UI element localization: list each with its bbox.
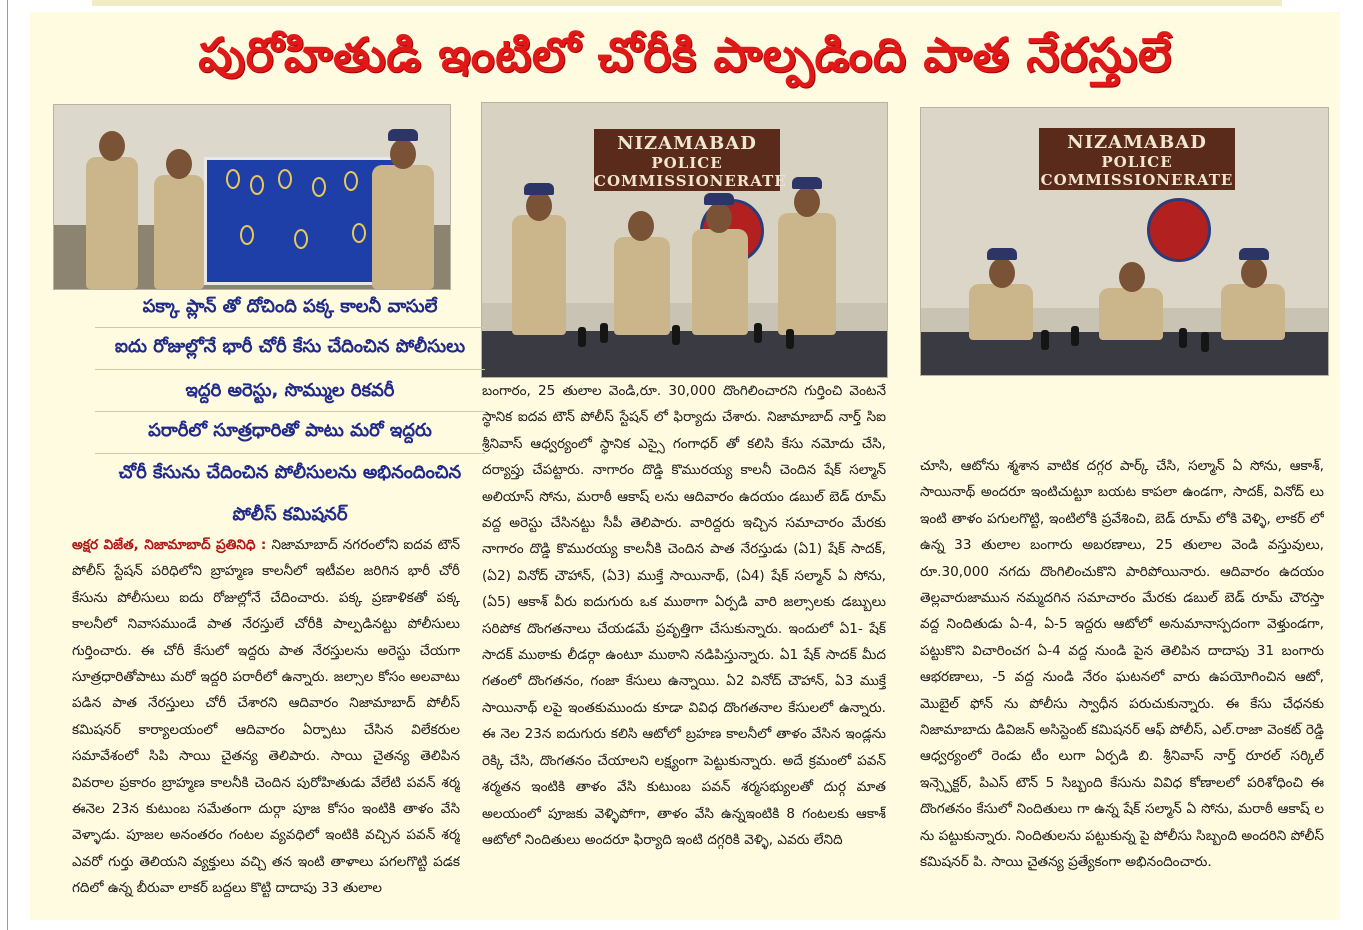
microphone (786, 329, 794, 349)
subhead-divider (95, 453, 485, 454)
article-column-2 (482, 378, 886, 918)
jewellery-item (250, 175, 264, 195)
subhead-2: ఐదు రోజుల్లోనే భారీ చోరీ కేసు చేదించిన పోలీసులు (114, 336, 466, 357)
microphone (754, 323, 762, 343)
commissionerate-sign (594, 129, 787, 191)
officer-head (989, 258, 1015, 288)
microphone (1201, 332, 1209, 352)
officer-cap (987, 248, 1017, 260)
subhead-6: పోలీస్ కమిషనర్ (232, 504, 348, 525)
officer-head (526, 191, 552, 221)
officer-cap (524, 183, 554, 195)
column-1-text: నిజామాబాద్ నగరంలోని ఐదవ టౌన్ పోలీస్ స్టేషన్ పరిధిలోని బ్రాహ్మణ కాలనీలో ఇటీవల జరిగిన భారీ చోరీ కేసును పోలీసులు ఐదు రోజుల్లోనే చేదించారు. పక్క ప్రణాళికతో పక్క కాలనీలో నివాసముండే పాత నేరస్తులే చోరీకి పాల్పడినట్టు పోలీసులు గుర్తించారు. ఈ చోరీ కేసులో ఇద్దరు పాత నేరస్తులను అరెస్టు చేయగా సూత్రధారితోపాటు మరో ఇద్దరి పరారీలో ఉన్నారు. జల్సాల కోసం అలవాటు పడిన పాత నేరస్తులు చోరీ చేశారని ఆదివారం నిజామాబాద్ పోలీస్ కమిషనర్ కార్యాలయంలో ఆదివారం ఏర్పాటు చేసిన విలేకరుల సమావేశంలో సిపి సాయి చైతన్య తెలిపారు. సాయి చైతన్య తెలిపిన వివరాల ప్రకారం బ్రాహ్మణ కాలనీకి చెందిన పురోహితుడు వేలేటి పవన్ శర్మ ఈనెల 23న కుటుంబ సమేతంగా దుర్గా పూజ కోసం ఇంటికి తాళం వేసి వెళ్ళాడు. పూజల అనంతరం గంటల వ్యవధిలో ఇంటికి వచ్చిన పవన్ శర్మ ఎవరో గుర్తు తెలియని వ్యక్తులు వచ్చి తన ఇంటి తాళాలు పగలగొట్టి పడక గదిలో ఉన్న బీరువా లాకర్ బద్దలు కొట్టి దాదాపు 33 తులాల (72, 537, 460, 897)
microphone (1179, 328, 1187, 348)
jewellery-item (240, 225, 254, 245)
column-2-text: బంగారం, 25 తులాల వెండి,రూ. 30,000 దొంగిలించారని గుర్తించి వెంటనే స్థానిక ఐదవ టౌన్ పోలీస్ స్టేషన్ లో ఫిర్యాదు చేశారు. నిజామాబాద్ నార్త్ సిఐ శ్రీనివాస్ ఆధ్వర్యంలో స్థానిక ఎస్సై గంగాధర్ తో కలిసి కేసు నమోదు చేసి, దర్యాప్తు చేపట్టారు. నాగారం దొడ్డి కొమురయ్య కాలనీ చెందిన షేక్ సల్మాన్ అలియాస్ సోను, మరాఠీ ఆకాష్ లను ఆదివారం ఉదయం డబుల్ బెడ్ రూమ్ వద్ద అరెస్టు చేసినట్టు సీపీ తెలిపారు. వారిద్దరు ఇచ్చిన సమాచారం మేరకు నాగారం దొడ్డి కొమురయ్య కాలనీకి చెందిన పాత నేరస్తుడు (ఏ1) షేక్ సాదక్, (ఏ2) వినోద్ చౌహాన్, (ఏ3) ముక్తే సాయినాథ్, (ఏ4) షేక్ సల్మాన్ ఏ సోను, (ఏ5) ఆకాశ్ వీరు ఐదుగురు ఒక ముఠాగా ఏర్పడి వారి జల్సాలకు డబ్బులు సరిపోక దొంగతనాలు చేయడమే ప్రవృత్తిగా చేసుకున్నారు. ఇందులో ఏ1- షేక్ సాదక్ ముఠాకు లీడర్గా ఉంటూ ముఠాని నడిపిస్తున్నారు. ఏ1 షేక్ సాదక్ మీద గతంలో దొంగతనం, గంజా కేసులు ఉన్నాయి. ఏ2 వినోద్ చౌహాన్, ఏ3 ముక్తే సాయినాథ్ లపై ఇంతకుముందు కూడా వివిధ దొంగతనాల కేసులలో ఉన్నారు. ఈ నెల 23న ఐదుగురు కలిసి ఆటోలో బ్రహణ కాలనీలో తాళం వేసిన ఇండ్లను రెక్కి చేసి, దొంగతనం చేయాలని లక్ష్యంగా పెట్టుకున్నారు. అదే క్రమంలో పవన్ శర్మతన ఇంటికి తాళం వేసి కుటుంబ పవన్ శర్మసభ్యులతో దుర్గ మాత అలయంలో పూజకు వెళ్ళిపోగా, తాళం వేసి ఉన్నఇంటికి 8 గంటలకు ఆకాశ్ ఆటోలో నిందితులు అందరూ ఫిర్యాది ఇంటి దగ్గరికి వెళ్ళి, ఎవరు లేనిది (482, 383, 886, 848)
jewellery-item (226, 169, 240, 189)
jewellery-item (344, 171, 358, 191)
sign-line-1: NIZAMABAD (1067, 132, 1207, 153)
newspaper-clipping (30, 12, 1340, 920)
police-emblem (1147, 198, 1211, 262)
article-column-3 (920, 453, 1324, 917)
photo-recovered-jewellery (53, 104, 451, 290)
officer-cap (792, 177, 822, 189)
subhead-1: పక్కా ప్లాన్ తో దోచింది పక్క కాలనీ వాసులే (142, 296, 438, 317)
officer-cap (704, 193, 734, 205)
officer-figure (1221, 284, 1285, 340)
photo-press-meet (920, 107, 1329, 376)
sign-line-1: NIZAMABAD (617, 133, 757, 154)
officer-cap (1239, 248, 1269, 260)
sign-line-2: POLICE COMMISSIONERATE (1040, 153, 1234, 189)
page-edge-line (7, 0, 8, 930)
press-table (482, 331, 887, 377)
commissionerate-sign (1039, 128, 1235, 190)
subhead-divider (95, 327, 485, 328)
microphone (1041, 330, 1049, 350)
subhead-divider (95, 411, 485, 412)
photo-commissionerate-handover (481, 102, 888, 378)
officer-head (99, 131, 125, 161)
officer-head (794, 187, 820, 217)
jewellery-item (294, 229, 308, 249)
officer-figure (1099, 288, 1163, 340)
officer-figure (154, 175, 204, 289)
officer-figure (969, 284, 1033, 340)
column-3-text: చూసి, ఆటోను శ్మశాన వాటిక దగ్గర పార్క్ చేసి, సల్మాన్ ఏ సోను, ఆకాశ్, సాయినాథ్ అందరూ ఇంటిచుట్టూ బయట కాపలా ఉండగా, సాదక్, వినోద్ లు ఇంటి తాళం పగులగొట్టి, ఇంటిలోకి ప్రవేశించి, బెడ్ రూమ్ లోకి వెళ్ళి, లాకర్ లో ఉన్న 33 తులాల బంగారు అబరణాలు, 25 తులాల వెండి వస్తువులు, రూ.30,000 నగదు దొంగిలించుకొని పారిపోయినారు. ఆదివారం ఉదయం తెల్లవారుజామున నమ్మదగిన సమాచారం మేరకు డబుల్ బెడ్ రూమ్ చౌరస్తా వద్ద నిందితుడు ఏ-4, ఏ-5 ఇద్దరు ఆటోలో అనుమానాస్పదంగా వెళ్తుండగా, పట్టుకొని విచారించగ ఏ-4 వద్ద నుండి పైన తెలిపిన దాదాపు 31 బంగారు ఆభరణాలు, -5 వద్ద నుండి నేరం ఘటనలో వారు ఉపయోగించిన ఆటో, మొబైల్ ఫోన్ ను పోలీసు స్వాధీన పరుచుకున్నారు. ఈ కేసు చేధనకు నిజామాబాదు డివిజన్ అసిస్టెంట్ కమిషనర్ ఆఫ్ పోలీస్, ఎల్.రాజా వెంకట్ రెడ్డి ఆధ్వర్యంలో రెండు టీం లుగా ఏర్పడి బి. శ్రీనివాస్ నార్త్ రూరల్ సర్కిల్ ఇన్స్పెక్టర్, పిఎస్ టౌన్ 5 సిబ్బంది కేసును వివిధ కోణాలలో పరిశోధించి ఈ దొంగతనం కేసులో నిందితులు గా ఉన్న షేక్ సల్మాన్ ఏ సోను, మరాఠీ ఆకాష్ ల ను పట్టుకున్నారు. నిందితులను పట్టుకున్న పై పోలీసు సిబ్బంది అందరిని పోలీస్ కమిషనర్ పి. సాయి చైతన్య ప్రత్యేకంగా అభినందించారు. (920, 458, 1324, 871)
jewellery-item (278, 169, 292, 189)
microphone (1071, 326, 1079, 346)
subhead-5: చోరీ కేసును చేదించిన పోలీసులను అభినందించిన (118, 462, 462, 483)
jewellery-item (312, 177, 326, 197)
subhead-divider (95, 369, 485, 370)
officer-figure (614, 237, 670, 335)
sign-line-2: POLICE COMMISSIONERATE (594, 154, 787, 190)
officer-cap (388, 129, 418, 141)
officer-figure (778, 213, 836, 335)
officer-figure (692, 229, 748, 335)
officer-figure (372, 165, 434, 289)
microphone (672, 325, 680, 345)
microphone (600, 323, 608, 343)
officer-figure (86, 157, 138, 289)
officer-head (1119, 262, 1145, 292)
officer-head (706, 203, 732, 233)
jewellery-item (352, 223, 366, 243)
officer-figure (512, 215, 566, 335)
byline: అక్షర విజేత, నిజామాబాద్ ప్రతినిధి : (72, 537, 267, 553)
headline: పురోహితుడి ఇంటిలో చోరీకి పాల్పడింది పాత నేరస్తులే (198, 28, 1172, 83)
top-strip (92, 0, 1282, 6)
officer-head (1241, 258, 1267, 288)
microphone (578, 327, 586, 347)
article-column-1 (72, 532, 460, 920)
subhead-4: పరారీలో సూత్రధారితో పాటు మరో ఇద్దరు (148, 420, 432, 441)
officer-head (166, 149, 192, 179)
subhead-3: ఇద్దరి అరెస్టు, సొమ్ముల రికవరీ (185, 380, 395, 401)
officer-head (628, 211, 654, 241)
officer-head (390, 139, 416, 169)
